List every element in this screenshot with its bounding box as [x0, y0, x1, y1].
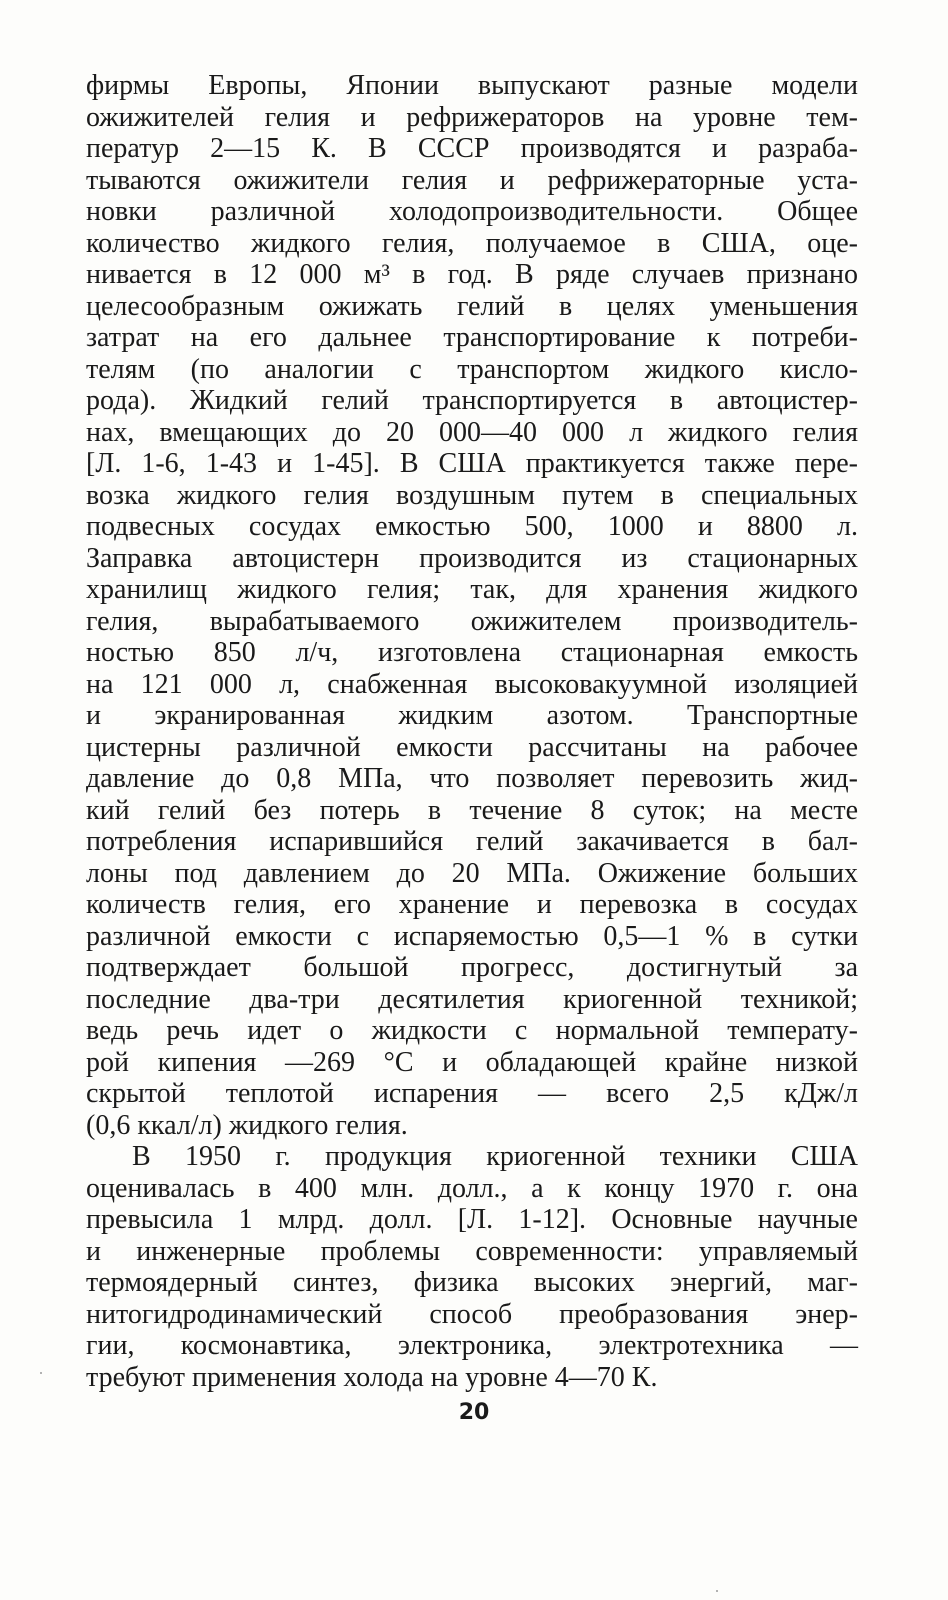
text-line: Заправка автоцистерн производится из стационарных [86, 542, 858, 574]
text-line: подвесных сосудах емкостью 500, 1000 и 8800 л. [86, 511, 858, 542]
text-line: [Л. 1-6, 1-43 и 1-45]. В США практикуется также пере- [86, 448, 858, 479]
text-line: ожижителей гелия и рефрижераторов на уровне тем- [86, 101, 858, 133]
text-line: лоны под давлением до 20 МПа. Ожижение больших [86, 857, 858, 889]
text-line: (0,6 ккал/л) жидкого гелия. [86, 1109, 408, 1141]
text-line: оценивалась в 400 млн. долл., а к концу 1970 г. она [86, 1172, 858, 1204]
text-line: целесообразным ожижать гелий в целях уменьшения [86, 290, 858, 322]
text-line: телям (по аналогии с транспортом жидкого кисло- [86, 353, 858, 385]
text-line: тываются ожижители гелия и рефрижераторные уста- [86, 164, 858, 196]
text-line: фирмы Европы, Японии выпускают разные модели [86, 70, 858, 101]
text-line: различной емкости с испаряемостью 0,5—1 % в сутки [86, 920, 858, 952]
text-line: количество жидкого гелия, получаемое в США, оце- [86, 227, 858, 259]
text-line: гии, космонавтика, электроника, электротехника — [86, 1330, 858, 1361]
text-line: цистерны различной емкости рассчитаны на рабочее [86, 731, 858, 763]
text-line: возка жидкого гелия воздушным путем в специальных [86, 479, 858, 511]
text-line: давление до 0,8 МПа, что позволяет перевозить жид- [86, 763, 858, 794]
paragraph [86, 1141, 858, 1393]
text-line: ведь речь идет о жидкости с нормальной температу- [86, 1015, 858, 1046]
text-line: рой кипения —269 °С и обладающей крайне низкой [86, 1046, 858, 1078]
scan-speck [40, 1372, 42, 1374]
text-line: хранилищ жидкого гелия; так, для хранения жидкого [86, 574, 858, 605]
text-line: количеств гелия, его хранение и перевозка в сосудах [86, 889, 858, 920]
text-line: и экранированная жидким азотом. Транспортные [86, 700, 858, 731]
text-line: потребления испарившийся гелий закачивается в бал- [86, 826, 858, 857]
text-line: на 121 000 л, снабженная высоковакуумной изоляцией [86, 668, 858, 700]
text-line: В 1950 г. продукция криогенной техники США [132, 1141, 858, 1172]
text-line: ператур 2—15 К. В СССР производятся и разраба- [86, 133, 858, 164]
text-line: нитогидродинамический способ преобразования энер- [86, 1298, 858, 1330]
text-line: гелия, вырабатываемого ожижителем производитель- [86, 605, 858, 637]
page-number: 20 [458, 1400, 490, 1425]
text-line: затрат на его дальнее транспортирование к потреби- [86, 322, 858, 353]
text-line: скрытой теплотой испарения — всего 2,5 кДж/л [86, 1078, 858, 1109]
text-line: термоядерный синтез, физика высоких энергий, маг- [86, 1267, 858, 1298]
text-line: нивается в 12 000 м³ в год. В ряде случаев признано [86, 259, 858, 290]
text-line: и инженерные проблемы современности: управляемый [86, 1235, 858, 1267]
text-line: нах, вмещающих до 20 000—40 000 л жидкого гелия [86, 416, 858, 448]
text-line: рода). Жидкий гелий транспортируется в автоцистер- [86, 385, 858, 416]
text-line: кий гелий без потерь в течение 8 суток; на месте [86, 794, 858, 826]
body-text [86, 70, 858, 1393]
text-line: подтверждает большой прогресс, достигнутый за [86, 952, 858, 983]
text-line: ностью 850 л/ч, изготовлена стационарная емкость [86, 637, 858, 668]
text-line: новки различной холодопроизводительности. Общее [86, 196, 858, 227]
text-line: превысила 1 млрд. долл. [Л. 1-12]. Основные научные [86, 1204, 858, 1235]
scan-speck [716, 1590, 718, 1592]
text-line: требуют применения холода на уровне 4—70 К. [86, 1361, 658, 1393]
text-line: последние два-три десятилетия криогенной техникой; [86, 983, 858, 1015]
paragraph [86, 70, 858, 1141]
